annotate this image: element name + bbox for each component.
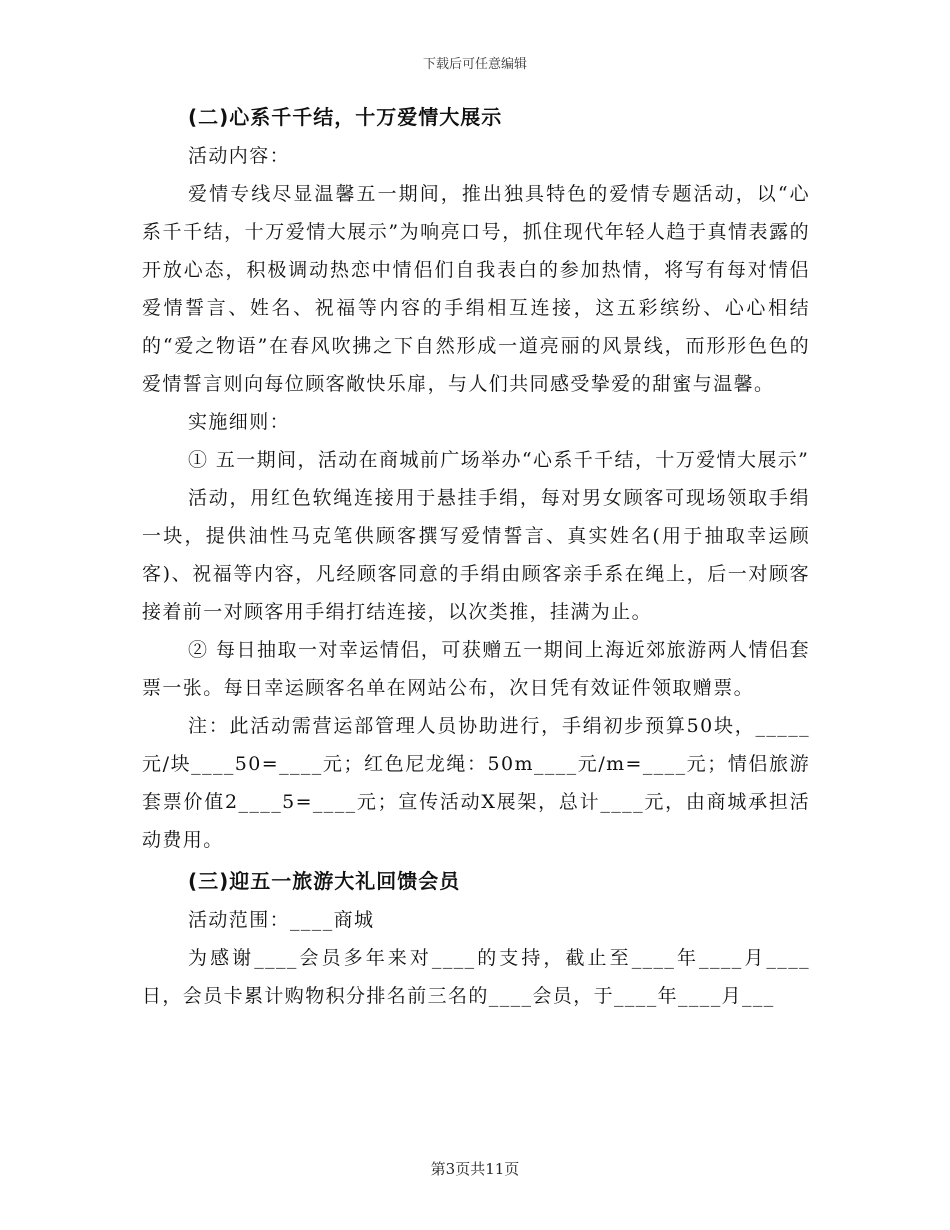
section-heading: (三)迎五一旅游大礼回馈会员 [188,869,461,893]
paragraph: 活动内容： [188,145,291,167]
page-footer: 第3页共11页 [430,1160,520,1178]
section-heading: (二)心系千千结，十万爱情大展示 [188,105,503,129]
document-body [142,104,810,1015]
paragraph: 活动，用红色软绳连接用于悬挂手绢，每对男女顾客可现场领取手绢一块，提供油性马克笔供顾客撰写爱情誓言、真实姓名(用于抽取幸运顾客)、祝福等内容，凡经顾客同意的手绢由顾客亲手系在绳上，后一对顾客接着前一对顾客用手绢打结连接，以次类推，挂满为止。 [142,487,810,623]
paragraph: 为感谢____会员多年来对____的支持，截止至____年____月____日，会员卡累计购物积分排名前三名的____会员，于____年____月___ [142,947,810,1007]
paragraph: 实施细则： [188,411,291,433]
paragraph: 活动范围：____商城 [188,909,375,931]
paragraph: 注：此活动需营运部管理人员协助进行，手绢初步预算50块，_____元/块____50=____元；红色尼龙绳：50m____元/m=____元；情侣旅游套票价值2____5=____元；宣传活动X展架，总计____元，由商城承担活动费用。 [142,715,810,851]
paragraph: 爱情专线尽显温馨五一期间，推出独具特色的爱情专题活动，以“心系千千结，十万爱情大展示”为响亮口号，抓住现代年轻人趋于真情表露的开放心态，积极调动热恋中情侣们自我表白的参加热情，将写有每对情侣爱情誓言、姓名、祝福等内容的手绢相互连接，这五彩缤纷、心心相结的“爱之物语”在春风吹拂之下自然形成一道亮丽的风景线，而形形色色的爱情誓言则向每位顾客敞快乐扉，与人们共同感受挚爱的甜蜜与温馨。 [142,183,810,395]
paragraph: ① 五一期间，活动在商城前广场举办“心系千千结，十万爱情大展示” [188,449,810,471]
page-header: 下载后可任意编辑 [422,57,527,72]
paragraph: ② 每日抽取一对幸运情侣，可获赠五一期间上海近郊旅游两人情侣套票一张。每日幸运顾客名单在网站公布，次日凭有效证件领取赠票。 [142,639,810,699]
